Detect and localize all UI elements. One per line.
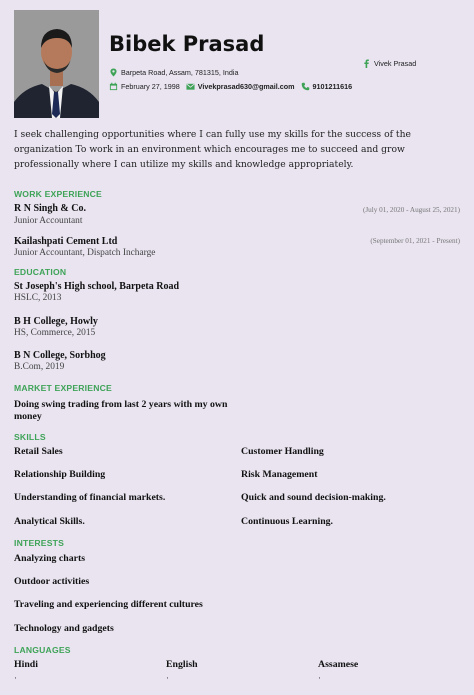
facebook-name[interactable]: Vivek Prasad: [374, 59, 417, 68]
skills-heading: SKILLS: [14, 432, 46, 442]
full-name: Bibek Prasad: [109, 32, 265, 56]
education-school-3: B N College, Sorbhog: [14, 350, 106, 361]
work-company-2: Kailashpati Cement Ltd: [14, 236, 118, 247]
skill-item: Retail Sales: [14, 446, 63, 457]
email-icon: [186, 82, 195, 91]
address-text: Barpeta Road, Assam, 781315, India: [121, 68, 239, 77]
language-item: Assamese: [318, 659, 359, 670]
languages-heading: LANGUAGES: [14, 645, 71, 655]
facebook-icon: [362, 59, 371, 68]
phone-text: 9101211616: [312, 82, 353, 91]
skill-item: Understanding of financial markets.: [14, 492, 166, 503]
calendar-icon: [109, 82, 118, 91]
address-line: [109, 68, 238, 77]
work-role-2: Junior Accountant, Dispatch Incharge: [14, 248, 156, 258]
interest-item: Traveling and experiencing different cultures: [14, 599, 203, 610]
language-item: Hindi: [14, 659, 38, 670]
interest-item: Analyzing charts: [14, 553, 86, 564]
location-pin-icon: [109, 68, 118, 77]
work-role-1: Junior Accountant: [14, 216, 83, 226]
work-company-1: R N Singh & Co.: [14, 203, 86, 214]
education-school-2: B H College, Howly: [14, 316, 98, 327]
skill-item: Relationship Building: [14, 469, 106, 480]
education-school-1: St Joseph's High school, Barpeta Road: [14, 281, 180, 292]
education-detail-2: HS, Commerce, 2015: [14, 328, 96, 338]
interest-item: Outdoor activities: [14, 576, 90, 587]
interests-heading: INTERESTS: [14, 538, 65, 548]
market-experience-text: Doing swing trading from last 2 years with my own money: [14, 399, 228, 422]
skill-item: Quick and sound decision-making.: [241, 492, 386, 503]
contact-line: [109, 82, 352, 91]
person-photo-icon: [14, 10, 99, 118]
dob-text: February 27, 1998: [121, 82, 180, 91]
language-level-marker: ·: [318, 673, 321, 683]
skill-item: Analytical Skills.: [14, 516, 85, 527]
education-heading: EDUCATION: [14, 267, 67, 277]
language-level-marker: ·: [14, 673, 17, 683]
interest-item: Technology and gadgets: [14, 623, 114, 634]
email-link[interactable]: Vivekprasad630@gmail.com: [197, 82, 295, 91]
profile-photo: [14, 10, 99, 118]
work-dates-1: (July 01, 2020 - August 25, 2021): [362, 206, 460, 214]
skill-item: Customer Handling: [241, 446, 324, 457]
skill-item: Risk Management: [241, 469, 318, 480]
skill-item: Continuous Learning.: [241, 516, 334, 527]
facebook-line: [362, 59, 416, 68]
language-level-marker: ·: [166, 673, 169, 683]
summary-paragraph: I seek challenging opportunities where I can fully use my skills for the success of the organization To work in an environment which encourages me to succeed and grow professionally where I can utilize my skills and knowledge appropriately.: [14, 129, 411, 170]
work-dates-2: (September 01, 2021 - Present): [370, 237, 460, 245]
education-detail-1: HSLC, 2013: [14, 293, 62, 303]
phone-icon: [301, 82, 310, 91]
education-detail-3: B.Com, 2019: [14, 362, 65, 372]
language-item: English: [166, 659, 198, 670]
market-experience-heading: MARKET EXPERIENCE: [14, 383, 112, 393]
work-experience-heading: WORK EXPERIENCE: [14, 189, 102, 199]
